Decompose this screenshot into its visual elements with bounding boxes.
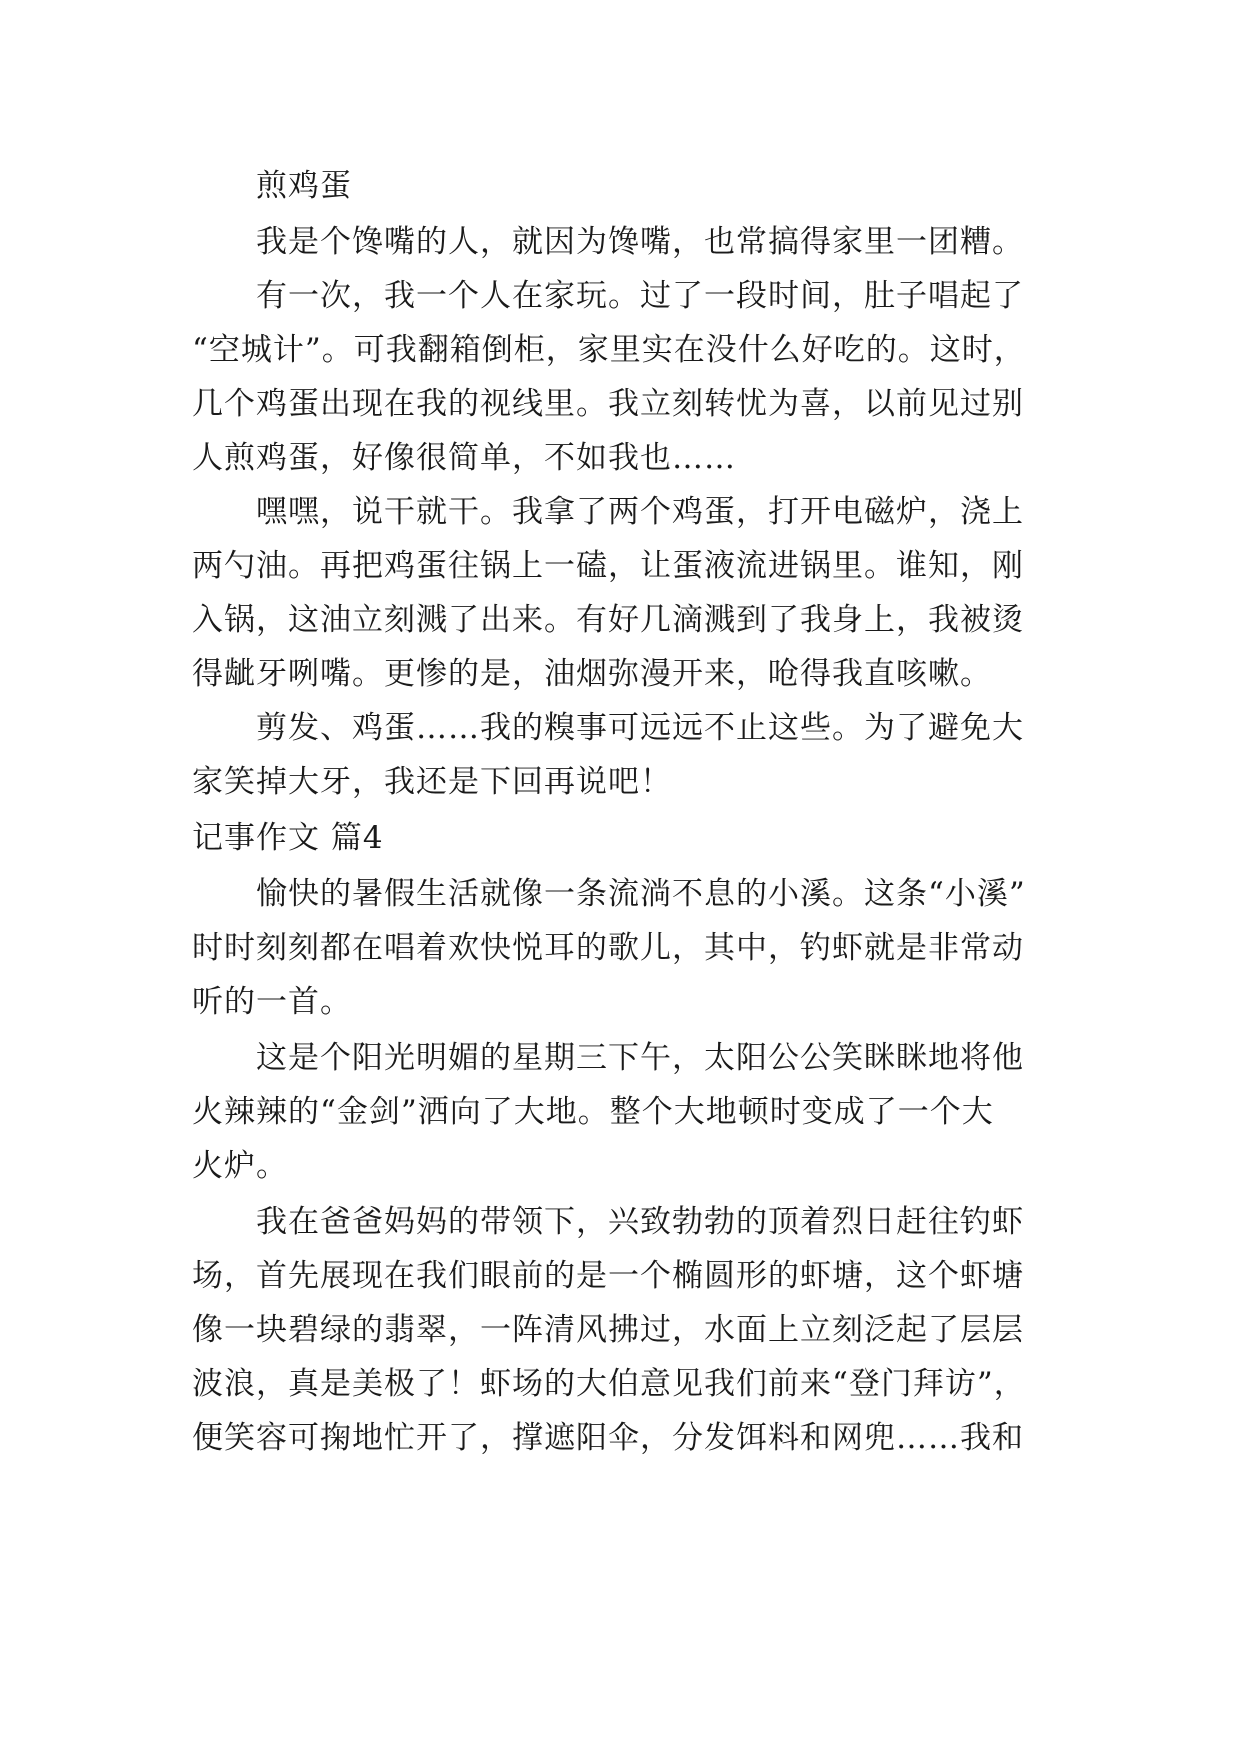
text-line: 几个鸡蛋出现在我的视线里。我立刻转忧为喜，以前见过别 bbox=[192, 386, 1024, 422]
section-heading: 记事作文 篇4 bbox=[192, 820, 384, 856]
text-line: 人煎鸡蛋，好像很简单，不如我也…… bbox=[192, 440, 736, 476]
text-line: 有一次，我一个人在家玩。过了一段时间，肚子唱起了 bbox=[256, 278, 1024, 314]
text-line: 愉快的暑假生活就像一条流淌不息的小溪。这条“小溪” bbox=[256, 876, 1026, 912]
text-line: 波浪，真是美极了！虾场的大伯意见我们前来“登门拜访”， bbox=[192, 1366, 1026, 1402]
text-line: 时时刻刻都在唱着欢快悦耳的歌儿，其中，钓虾就是非常动 bbox=[192, 930, 1024, 966]
text-line: 我在爸爸妈妈的带领下，兴致勃勃的顶着烈日赶往钓虾 bbox=[256, 1204, 1024, 1240]
text-line: 我是个馋嘴的人，就因为馋嘴，也常搞得家里一团糟。 bbox=[256, 224, 1024, 260]
text-line: 得龇牙咧嘴。更惨的是，油烟弥漫开来，呛得我直咳嗽。 bbox=[192, 656, 992, 692]
text-line: 这是个阳光明媚的星期三下午，太阳公公笑眯眯地将他 bbox=[256, 1040, 1024, 1076]
text-line: 家笑掉大牙，我还是下回再说吧！ bbox=[192, 764, 672, 800]
story-title: 煎鸡蛋 bbox=[256, 168, 352, 204]
text-line: 火辣辣的“金剑”洒向了大地。整个大地顿时变成了一个大 bbox=[192, 1094, 994, 1130]
text-line: 入锅，这油立刻溅了出来。有好几滴溅到了我身上，我被烫 bbox=[192, 602, 1024, 638]
text-line: 场，首先展现在我们眼前的是一个椭圆形的虾塘，这个虾塘 bbox=[192, 1258, 1024, 1294]
text-line: 像一块碧绿的翡翠，一阵清风拂过，水面上立刻泛起了层层 bbox=[192, 1312, 1024, 1348]
text-line: “空城计”。可我翻箱倒柜，家里实在没什么好吃的。这时， bbox=[192, 332, 1026, 368]
text-line: 便笑容可掬地忙开了，撑遮阳伞，分发饵料和网兜……我和 bbox=[192, 1420, 1024, 1456]
text-line: 两勺油。再把鸡蛋往锅上一磕，让蛋液流进锅里。谁知，刚 bbox=[192, 548, 1024, 584]
text-line: 听的一首。 bbox=[192, 984, 352, 1020]
text-line: 火炉。 bbox=[192, 1148, 288, 1184]
text-line: 嘿嘿，说干就干。我拿了两个鸡蛋，打开电磁炉，浇上 bbox=[256, 494, 1024, 530]
text-line: 剪发、鸡蛋……我的糗事可远远不止这些。为了避免大 bbox=[256, 710, 1024, 746]
